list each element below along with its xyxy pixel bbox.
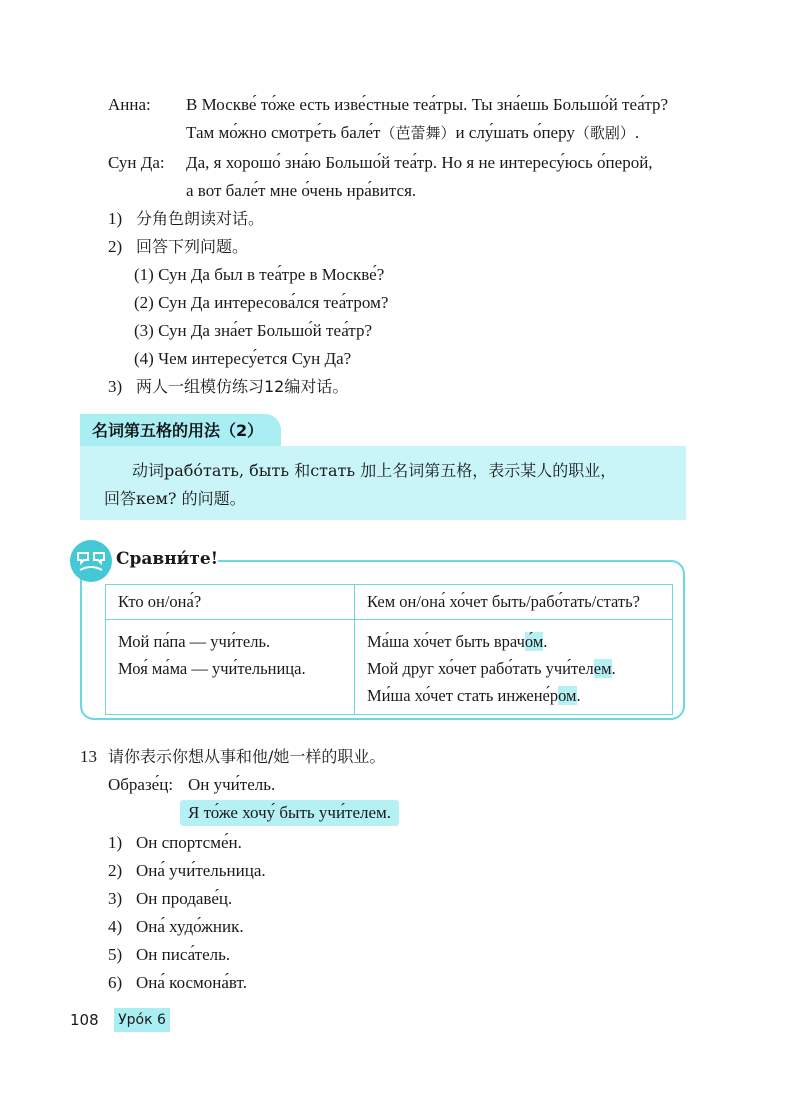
- dialogue-text: и слу́шать о́перу: [455, 123, 575, 142]
- chinese-gloss: （歌剧）: [574, 124, 635, 142]
- compare-sentence: Ми́ша хо́чет стать инжене́ром.: [367, 686, 581, 705]
- compare-sentence: Ма́ша хо́чет быть врачо́м.: [367, 632, 548, 651]
- dialogue-text: .: [634, 123, 640, 142]
- compare-table: [105, 584, 673, 715]
- compare-col1-header: Кто он/она́?: [106, 585, 355, 620]
- dialogue-speaker-sunda: Сун Да:: [108, 153, 165, 172]
- lesson-label: Уро́к 6: [114, 1008, 170, 1032]
- sample-answer: Я то́же хочу́ быть учи́телем.: [180, 800, 399, 826]
- grammar-text: 回答кем? 的问题。: [104, 489, 246, 508]
- exercise-item: Он писа́тель.: [136, 945, 231, 964]
- exercise-item: Она́ космона́вт.: [136, 973, 247, 992]
- exercise-item-number: 2): [108, 861, 123, 880]
- task-text: 分角色朗读对话。: [136, 209, 265, 228]
- question-item: (1) Сун Да был в теа́тре в Москве́?: [134, 265, 385, 284]
- dialogue-line: Да, я хорошо́ зна́ю Большо́й теа́тр. Но я не интересу́юсь о́перой,: [186, 153, 653, 172]
- ending-highlight: о́м: [524, 632, 544, 651]
- task-text: 两人一组模仿练习12编对话。: [136, 377, 349, 396]
- exercise-instruction: 请你表示你想从事和他/她一样的职业。: [108, 747, 386, 766]
- exercise-item-number: 5): [108, 945, 123, 964]
- exercise-item-number: 3): [108, 889, 123, 908]
- exercise-item-number: 4): [108, 917, 123, 936]
- dialogue-line: [186, 120, 639, 146]
- chinese-gloss: （芭蕾舞）: [380, 124, 456, 142]
- exercise-item: Она́ худо́жник.: [136, 917, 244, 936]
- question-item: (2) Сун Да интересова́лся теа́тром?: [134, 293, 389, 312]
- dialogue-speaker-anna: Анна:: [108, 95, 151, 114]
- grammar-box: [80, 446, 686, 520]
- exercise-item-number: 6): [108, 973, 123, 992]
- sample-prompt: Он учи́тель.: [188, 775, 276, 794]
- compare-col2-header: Кем он/она́ хо́чет быть/рабо́тать/стать?: [355, 585, 673, 620]
- compare-col1-cell: [106, 620, 355, 715]
- compare-sentence: Моя́ ма́ма — учи́тельница.: [118, 659, 306, 678]
- exercise-item: Она́ учи́тельница.: [136, 861, 266, 880]
- compare-sentence: Мой друг хо́чет рабо́тать учи́телем.: [367, 659, 616, 678]
- task-text: 回答下列问题。: [136, 237, 249, 256]
- dialogue-line: В Москве́ то́же есть изве́стные теа́тры. Ты зна́ешь Большо́й теа́тр?: [186, 95, 669, 114]
- task-number: 2): [108, 237, 123, 256]
- question-item: (3) Сун Да зна́ет Большо́й теа́тр?: [134, 321, 372, 340]
- exercise-item: Он продаве́ц.: [136, 889, 233, 908]
- ending-highlight: ом: [558, 686, 577, 705]
- exercise-item: Он спортсме́н.: [136, 833, 242, 852]
- grammar-text: 动词рабо́тать, быть 和стать 加上名词第五格，表示某人的职业，: [132, 461, 617, 480]
- exercise-number: 13: [80, 747, 97, 766]
- dialogue-line: а вот бале́т мне о́чень нра́вится.: [186, 181, 417, 200]
- ending-highlight: ем: [593, 659, 612, 678]
- task-number: 1): [108, 209, 123, 228]
- page-number: 108: [70, 1011, 99, 1029]
- compare-title: Сравни́те!: [116, 549, 219, 569]
- sample-label: Образе́ц:: [108, 775, 174, 794]
- question-item: (4) Чем интересу́ется Сун Да?: [134, 349, 352, 368]
- speech-bubbles-icon: [70, 540, 112, 582]
- exercise-item-number: 1): [108, 833, 123, 852]
- grammar-title: 名词第五格的用法（2）: [80, 414, 281, 446]
- compare-col2-cell: [355, 620, 673, 715]
- compare-sentence: Мой па́па — учи́тель.: [118, 632, 271, 651]
- task-number: 3): [108, 377, 123, 396]
- dialogue-text: Там мо́жно смотре́ть бале́т: [186, 123, 381, 142]
